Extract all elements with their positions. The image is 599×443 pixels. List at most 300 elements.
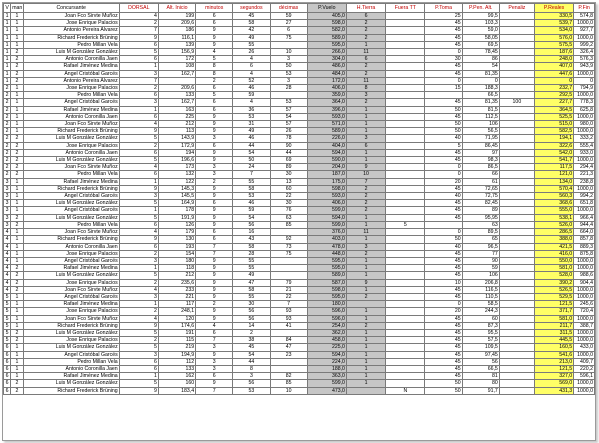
table-cell[interactable]: 87,3: [462, 322, 499, 329]
table-cell[interactable]: 1: [11, 185, 23, 192]
table-cell[interactable]: Angel Cristóbal Garcés: [23, 293, 119, 300]
column-header[interactable]: P.Toma: [425, 4, 462, 13]
table-cell[interactable]: [386, 329, 425, 336]
table-cell[interactable]: 248,0: [534, 56, 573, 63]
table-cell[interactable]: [499, 27, 534, 34]
table-cell[interactable]: 1: [119, 178, 158, 185]
table-cell[interactable]: 720,4: [574, 308, 595, 315]
table-cell[interactable]: 6: [119, 221, 158, 228]
table-cell[interactable]: 194,1: [534, 135, 573, 142]
table-cell[interactable]: 66: [462, 171, 499, 178]
table-cell[interactable]: 581,0: [534, 315, 573, 322]
table-cell[interactable]: 221,3: [574, 171, 595, 178]
table-cell[interactable]: 50: [425, 121, 462, 128]
table-cell[interactable]: 6: [4, 387, 11, 394]
table-cell[interactable]: 61: [462, 178, 499, 185]
table-cell[interactable]: [499, 351, 534, 358]
table-cell[interactable]: 109,5: [462, 344, 499, 351]
table-cell[interactable]: [499, 329, 534, 336]
table-cell[interactable]: 1: [346, 128, 385, 135]
table-cell[interactable]: 5: [119, 200, 158, 207]
table-cell[interactable]: 528,0: [534, 272, 573, 279]
table-cell[interactable]: 1: [11, 92, 23, 99]
table-cell[interactable]: 92: [270, 236, 307, 243]
table-cell[interactable]: 1: [346, 315, 385, 322]
table-cell[interactable]: 90: [270, 142, 307, 149]
table-cell[interactable]: 933,0: [574, 149, 595, 156]
table-cell[interactable]: 3: [346, 92, 385, 99]
table-cell[interactable]: 38: [233, 337, 270, 344]
table-cell[interactable]: 1: [11, 20, 23, 27]
table-cell[interactable]: 45: [425, 337, 462, 344]
table-cell[interactable]: 45: [425, 250, 462, 257]
table-cell[interactable]: 75: [270, 250, 307, 257]
table-cell[interactable]: [499, 207, 534, 214]
table-cell[interactable]: 2: [119, 279, 158, 286]
table-cell[interactable]: [386, 193, 425, 200]
table-cell[interactable]: 45: [425, 265, 462, 272]
table-cell[interactable]: 7: [196, 250, 233, 257]
table-cell[interactable]: 45: [425, 113, 462, 120]
table-cell[interactable]: 4: [233, 99, 270, 106]
table-cell[interactable]: 6: [196, 106, 233, 113]
table-cell[interactable]: 4: [4, 279, 11, 286]
table-cell[interactable]: 84: [270, 337, 307, 344]
table-cell[interactable]: 1000,0: [574, 315, 595, 322]
table-cell[interactable]: Joan Fco Sirvte Muñoz: [23, 164, 119, 171]
table-cell[interactable]: 330,5: [534, 13, 573, 20]
table-cell[interactable]: 225,0: [307, 344, 346, 351]
table-cell[interactable]: 6: [346, 142, 385, 149]
table-cell[interactable]: 1000,0: [574, 20, 595, 27]
table-cell[interactable]: 1: [11, 250, 23, 257]
table-cell[interactable]: [386, 185, 425, 192]
table-cell[interactable]: 576,0: [534, 34, 573, 41]
table-cell[interactable]: 40: [425, 243, 462, 250]
table-cell[interactable]: 2: [346, 27, 385, 34]
table-cell[interactable]: 53: [270, 70, 307, 77]
table-cell[interactable]: Luis M González González: [23, 329, 119, 336]
table-cell[interactable]: 794,9: [574, 85, 595, 92]
table-cell[interactable]: Pedro Millan Vela: [23, 358, 119, 365]
table-cell[interactable]: 2: [346, 99, 385, 106]
table-cell[interactable]: 6: [4, 373, 11, 380]
table-cell[interactable]: 186: [158, 27, 195, 34]
table-cell[interactable]: 526,5: [534, 286, 573, 293]
table-cell[interactable]: 598,0: [307, 286, 346, 293]
table-cell[interactable]: 5: [425, 142, 462, 149]
table-cell[interactable]: 593,0: [307, 193, 346, 200]
table-cell[interactable]: 286,5: [534, 229, 573, 236]
table-cell[interactable]: 41: [270, 322, 307, 329]
table-cell[interactable]: 595,0: [307, 257, 346, 264]
table-cell[interactable]: 1000,0: [574, 387, 595, 394]
table-cell[interactable]: 36: [233, 106, 270, 113]
column-header[interactable]: V: [5, 4, 9, 11]
table-cell[interactable]: [386, 20, 425, 27]
table-cell[interactable]: 194,9: [158, 351, 195, 358]
table-cell[interactable]: 126: [158, 221, 195, 228]
table-cell[interactable]: 55: [233, 293, 270, 300]
table-cell[interactable]: 9: [196, 207, 233, 214]
table-cell[interactable]: 2: [196, 301, 233, 308]
table-cell[interactable]: [386, 63, 425, 70]
table-cell[interactable]: 45: [425, 351, 462, 358]
table-cell[interactable]: 596,0: [307, 315, 346, 322]
table-cell[interactable]: 53: [233, 193, 270, 200]
table-cell[interactable]: 86,5: [462, 164, 499, 171]
table-cell[interactable]: 112: [158, 358, 195, 365]
table-cell[interactable]: 47: [233, 279, 270, 286]
table-cell[interactable]: [499, 193, 534, 200]
table-cell[interactable]: 45: [425, 257, 462, 264]
table-cell[interactable]: 596,1: [574, 373, 595, 380]
table-cell[interactable]: 5: [4, 322, 11, 329]
table-cell[interactable]: 999,2: [574, 41, 595, 48]
table-cell[interactable]: 43: [233, 236, 270, 243]
table-cell[interactable]: 49: [233, 128, 270, 135]
table-cell[interactable]: 6: [119, 358, 158, 365]
table-cell[interactable]: 2: [11, 380, 23, 387]
table-cell[interactable]: Jose Enrique Palacios: [23, 279, 119, 286]
table-cell[interactable]: 266,0: [307, 49, 346, 56]
table-cell[interactable]: [386, 178, 425, 185]
table-cell[interactable]: 4: [119, 121, 158, 128]
table-cell[interactable]: 1: [11, 99, 23, 106]
table-cell[interactable]: 2: [346, 193, 385, 200]
table-cell[interactable]: 86: [462, 56, 499, 63]
table-cell[interactable]: 2: [11, 49, 23, 56]
table-cell[interactable]: Rafael Jiménez Medina: [23, 373, 119, 380]
table-cell[interactable]: 98,3: [462, 157, 499, 164]
table-cell[interactable]: 596,0: [307, 308, 346, 315]
table-cell[interactable]: [270, 358, 307, 365]
table-cell[interactable]: 582,5: [534, 128, 573, 135]
table-cell[interactable]: 5: [119, 344, 158, 351]
table-cell[interactable]: 3: [346, 243, 385, 250]
table-cell[interactable]: 52: [233, 77, 270, 84]
table-cell[interactable]: 0: [425, 301, 462, 308]
table-cell[interactable]: 82,45: [462, 200, 499, 207]
table-cell[interactable]: Antonio Coronilla Jaen: [23, 113, 119, 120]
table-cell[interactable]: 2: [346, 322, 385, 329]
table-cell[interactable]: 292,5: [534, 92, 573, 99]
table-cell[interactable]: 9: [196, 27, 233, 34]
table-cell[interactable]: 9: [119, 34, 158, 41]
table-cell[interactable]: 65: [462, 236, 499, 243]
table-cell[interactable]: 526,0: [534, 221, 573, 228]
table-cell[interactable]: [499, 257, 534, 264]
table-cell[interactable]: 118: [158, 265, 195, 272]
table-cell[interactable]: 598,0: [307, 185, 346, 192]
table-cell[interactable]: 1: [11, 358, 23, 365]
table-cell[interactable]: 47: [270, 344, 307, 351]
table-cell[interactable]: 1000,0: [574, 380, 595, 387]
table-cell[interactable]: 93: [270, 315, 307, 322]
table-cell[interactable]: 63: [270, 214, 307, 221]
table-cell[interactable]: 213,0: [534, 358, 573, 365]
table-cell[interactable]: 9: [196, 286, 233, 293]
table-cell[interactable]: 173: [158, 164, 195, 171]
table-cell[interactable]: 45: [425, 70, 462, 77]
table-cell[interactable]: 89: [462, 207, 499, 214]
table-cell[interactable]: 134,0: [534, 178, 573, 185]
table-cell[interactable]: 542,0: [534, 149, 573, 156]
table-cell[interactable]: 1000,0: [574, 185, 595, 192]
table-cell[interactable]: [386, 337, 425, 344]
table-cell[interactable]: Joan Fco Sirvte Muñoz: [23, 286, 119, 293]
table-cell[interactable]: 57: [270, 106, 307, 113]
table-cell[interactable]: 75: [270, 34, 307, 41]
table-cell[interactable]: [386, 279, 425, 286]
table-cell[interactable]: 7: [196, 337, 233, 344]
table-cell[interactable]: 2: [4, 157, 11, 164]
column-header[interactable]: Penaliz: [499, 4, 534, 13]
table-cell[interactable]: 416,0: [534, 250, 573, 257]
table-cell[interactable]: 10: [270, 387, 307, 394]
table-cell[interactable]: 1: [11, 322, 23, 329]
table-cell[interactable]: 1: [346, 329, 385, 336]
table-cell[interactable]: 927,7: [574, 27, 595, 34]
column-header[interactable]: H.Tierra: [346, 4, 385, 13]
column-header[interactable]: minutos: [196, 4, 233, 13]
table-cell[interactable]: 1000,0: [574, 265, 595, 272]
table-cell[interactable]: 9: [196, 221, 233, 228]
table-cell[interactable]: 1000,0: [574, 293, 595, 300]
table-cell[interactable]: Richard Frederick Brüning: [23, 322, 119, 329]
table-cell[interactable]: [499, 13, 534, 20]
table-cell[interactable]: 5: [4, 301, 11, 308]
table-cell[interactable]: 3: [119, 99, 158, 106]
table-cell[interactable]: 3: [196, 344, 233, 351]
table-cell[interactable]: 333,2: [574, 135, 595, 142]
table-cell[interactable]: 1: [346, 380, 385, 387]
table-cell[interactable]: 9: [196, 272, 233, 279]
table-cell[interactable]: 376,0: [307, 229, 346, 236]
table-cell[interactable]: 85: [270, 221, 307, 228]
table-cell[interactable]: 9: [196, 149, 233, 156]
table-cell[interactable]: 248,1: [158, 308, 195, 315]
table-cell[interactable]: 364,0: [307, 99, 346, 106]
table-cell[interactable]: 3: [196, 358, 233, 365]
table-cell[interactable]: 1: [346, 373, 385, 380]
column-header[interactable]: man: [12, 4, 23, 11]
table-cell[interactable]: 6: [4, 380, 11, 387]
table-cell[interactable]: 515,0: [534, 121, 573, 128]
table-cell[interactable]: 30: [425, 56, 462, 63]
table-cell[interactable]: 0: [425, 49, 462, 56]
table-cell[interactable]: 4: [4, 286, 11, 293]
table-cell[interactable]: 14: [233, 322, 270, 329]
table-cell[interactable]: 2: [346, 34, 385, 41]
table-cell[interactable]: 45: [425, 20, 462, 27]
table-cell[interactable]: 1: [11, 106, 23, 113]
table-cell[interactable]: 56: [233, 221, 270, 228]
table-cell[interactable]: 24: [233, 164, 270, 171]
table-cell[interactable]: 6: [270, 27, 307, 34]
table-cell[interactable]: 82: [270, 373, 307, 380]
table-cell[interactable]: 6: [196, 85, 233, 92]
table-cell[interactable]: 5: [196, 92, 233, 99]
table-cell[interactable]: 3: [196, 365, 233, 372]
table-cell[interactable]: [499, 135, 534, 142]
table-cell[interactable]: 9: [196, 293, 233, 300]
table-cell[interactable]: 106: [462, 272, 499, 279]
column-header[interactable]: Alt. Inicio: [158, 4, 195, 13]
table-cell[interactable]: 30: [233, 301, 270, 308]
table-cell[interactable]: [386, 229, 425, 236]
table-cell[interactable]: 3: [119, 70, 158, 77]
table-cell[interactable]: [499, 279, 534, 286]
table-cell[interactable]: [499, 171, 534, 178]
table-cell[interactable]: 204,0: [307, 164, 346, 171]
table-cell[interactable]: [499, 236, 534, 243]
table-cell[interactable]: 541,6: [534, 351, 573, 358]
table-cell[interactable]: Pedro Millan Vela: [23, 41, 119, 48]
table-cell[interactable]: 1: [346, 157, 385, 164]
table-cell[interactable]: [499, 229, 534, 236]
table-cell[interactable]: 45: [425, 272, 462, 279]
table-cell[interactable]: 1: [346, 337, 385, 344]
table-cell[interactable]: 50: [425, 380, 462, 387]
table-cell[interactable]: 183,4: [158, 387, 195, 394]
table-cell[interactable]: 405,0: [307, 13, 346, 20]
table-cell[interactable]: [386, 13, 425, 20]
table-cell[interactable]: 72,75: [462, 193, 499, 200]
table-cell[interactable]: 45: [425, 329, 462, 336]
table-cell[interactable]: 589,0: [307, 128, 346, 135]
table-cell[interactable]: 9: [196, 128, 233, 135]
table-cell[interactable]: [499, 272, 534, 279]
table-cell[interactable]: 0: [425, 229, 462, 236]
table-cell[interactable]: 45: [425, 207, 462, 214]
table-cell[interactable]: 220,2: [574, 365, 595, 372]
table-cell[interactable]: 93: [270, 308, 307, 315]
table-cell[interactable]: 6: [4, 344, 11, 351]
table-cell[interactable]: Luis M González González: [23, 49, 119, 56]
table-cell[interactable]: 1: [4, 13, 11, 20]
table-cell[interactable]: Jose Enrique Palacios: [23, 85, 119, 92]
table-cell[interactable]: [499, 265, 534, 272]
table-cell[interactable]: 227,7: [534, 99, 573, 106]
table-cell[interactable]: 4: [196, 49, 233, 56]
table-cell[interactable]: 368,6: [534, 200, 573, 207]
table-cell[interactable]: 2: [233, 329, 270, 336]
table-cell[interactable]: 103,3: [462, 20, 499, 27]
table-cell[interactable]: 1: [4, 34, 11, 41]
table-cell[interactable]: 110,5: [462, 293, 499, 300]
table-cell[interactable]: 99,5: [462, 13, 499, 20]
table-cell[interactable]: Angel Cristóbal Garcés: [23, 207, 119, 214]
table-cell[interactable]: 1: [11, 293, 23, 300]
table-cell[interactable]: 555,4: [574, 142, 595, 149]
table-cell[interactable]: 133: [158, 365, 195, 372]
table-cell[interactable]: 58: [233, 286, 270, 293]
table-cell[interactable]: 6: [119, 243, 158, 250]
table-cell[interactable]: Luis M González González: [23, 157, 119, 164]
table-cell[interactable]: 1: [11, 344, 23, 351]
table-cell[interactable]: 599,0: [307, 380, 346, 387]
table-cell[interactable]: [386, 99, 425, 106]
column-header[interactable]: décimas: [270, 4, 307, 13]
table-cell[interactable]: 9: [346, 164, 385, 171]
table-cell[interactable]: 6: [233, 63, 270, 70]
table-cell[interactable]: 8: [233, 365, 270, 372]
table-cell[interactable]: 294,4: [574, 164, 595, 171]
table-cell[interactable]: 1: [11, 34, 23, 41]
table-cell[interactable]: 403,0: [307, 236, 346, 243]
table-cell[interactable]: [386, 243, 425, 250]
table-cell[interactable]: 3: [346, 135, 385, 142]
table-cell[interactable]: 2: [196, 77, 233, 84]
table-cell[interactable]: 1: [11, 229, 23, 236]
table-cell[interactable]: 180,0: [307, 301, 346, 308]
table-cell[interactable]: Luis M González González: [23, 344, 119, 351]
table-cell[interactable]: 45: [425, 358, 462, 365]
table-cell[interactable]: 406,0: [307, 85, 346, 92]
table-cell[interactable]: 2: [346, 207, 385, 214]
table-cell[interactable]: [386, 149, 425, 156]
table-cell[interactable]: 582,0: [307, 27, 346, 34]
table-cell[interactable]: 3: [4, 214, 11, 221]
table-cell[interactable]: 7: [119, 27, 158, 34]
table-cell[interactable]: 55: [233, 41, 270, 48]
table-cell[interactable]: [386, 214, 425, 221]
table-cell[interactable]: 89: [270, 164, 307, 171]
table-cell[interactable]: 116,5: [462, 286, 499, 293]
table-cell[interactable]: 4: [4, 250, 11, 257]
table-cell[interactable]: 404,0: [307, 142, 346, 149]
table-cell[interactable]: 53: [233, 387, 270, 394]
table-cell[interactable]: 2: [11, 221, 23, 228]
table-cell[interactable]: 116,1: [158, 34, 195, 41]
table-cell[interactable]: 4: [4, 243, 11, 250]
table-cell[interactable]: 2: [11, 77, 23, 84]
table-cell[interactable]: Rafael Jiménez Medina: [23, 265, 119, 272]
table-cell[interactable]: 45: [425, 214, 462, 221]
table-cell[interactable]: 145,3: [158, 185, 195, 192]
table-cell[interactable]: 3: [4, 193, 11, 200]
table-cell[interactable]: 388,0: [534, 236, 573, 243]
table-cell[interactable]: 2: [346, 185, 385, 192]
table-cell[interactable]: 1: [11, 301, 23, 308]
table-cell[interactable]: Angel Cristóbal Garcés: [23, 193, 119, 200]
table-cell[interactable]: 904,4: [574, 279, 595, 286]
table-cell[interactable]: 473,0: [307, 387, 346, 394]
table-cell[interactable]: 45: [425, 293, 462, 300]
table-cell[interactable]: 50: [425, 387, 462, 394]
table-cell[interactable]: 1: [11, 128, 23, 135]
table-cell[interactable]: 2: [11, 286, 23, 293]
table-cell[interactable]: [386, 380, 425, 387]
table-cell[interactable]: 1: [346, 344, 385, 351]
table-cell[interactable]: 966,4: [574, 214, 595, 221]
table-cell[interactable]: 1000,0: [574, 34, 595, 41]
table-cell[interactable]: 133: [158, 92, 195, 99]
table-cell[interactable]: 46: [233, 200, 270, 207]
table-cell[interactable]: 5: [386, 221, 425, 228]
table-cell[interactable]: Luis M González González: [23, 214, 119, 221]
table-cell[interactable]: [386, 106, 425, 113]
table-cell[interactable]: 447,6: [534, 70, 573, 77]
table-cell[interactable]: [499, 380, 534, 387]
table-cell[interactable]: 69: [270, 157, 307, 164]
table-cell[interactable]: 9: [196, 380, 233, 387]
table-cell[interactable]: [386, 236, 425, 243]
table-cell[interactable]: 72,65: [462, 185, 499, 192]
table-cell[interactable]: 7: [196, 243, 233, 250]
table-cell[interactable]: 6: [196, 200, 233, 207]
